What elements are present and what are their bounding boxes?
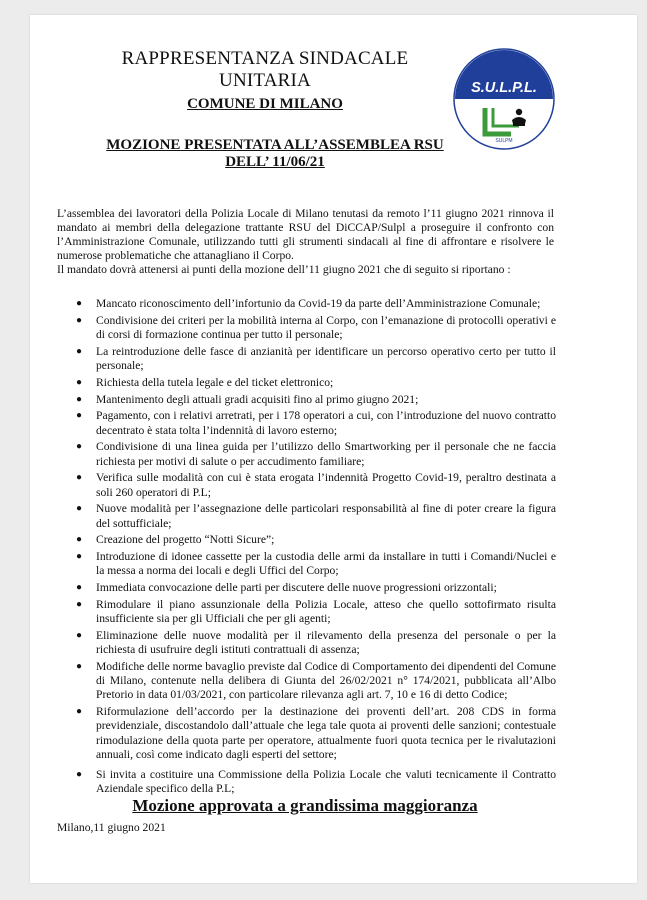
list-item — [75, 502, 556, 530]
list-item-text: Riformulazione dell’accordo per la destinazione dei proventi dell’art. 208 CDS in forma previdenziale, discostandolo dall’attuale che lega tale quota ai proventi delle sanzioni; contestuale rimodulazione della quota parte per operatore, attualmente fuori quota tecnica per le rivalutazioni annuali, così come indicato dagli esperti del settore; — [96, 705, 556, 761]
list-item-text: Verifica sulle modalità con cui è stata erogata l’indennità Progetto Covid-19, peraltro destinata a soli 260 operatori di P.L; — [96, 471, 556, 499]
list-item-text: Nuove modalità per l’assegnazione delle particolari responsabilità al fine di poter creare la figura del sottufficiale; — [96, 502, 556, 530]
mozione-title — [40, 137, 513, 171]
list-item-text: Condivisione di una linea guida per l’utilizzo dello Smartworking per il personale che ne faccia richiesta per motivi di salute o per accudimento familiare; — [96, 440, 556, 468]
list-item-text: Immediata convocazione delle parti per discutere delle nuove progressioni orizzontali; — [96, 581, 497, 595]
document-date: Milano,11 giugno 2021 — [57, 821, 166, 834]
bullet-icon: ● — [76, 410, 83, 422]
list-item-text: Mancato riconoscimento dell’infortunio da Covid-19 da parte dell’Amministrazione Comunale; — [96, 297, 541, 310]
bullet-icon: ● — [76, 660, 83, 672]
list-item — [75, 297, 556, 311]
bullet-icon: ● — [76, 298, 83, 309]
list-item-text: Mantenimento degli attuali gradi acquisiti fino al primo giugno 2021; — [96, 392, 419, 406]
list-item-text: Creazione del progetto “Notti Sicure”; — [96, 533, 275, 547]
sulpl-logo — [453, 48, 555, 150]
list-item — [75, 598, 556, 626]
bullet-icon: ● — [76, 551, 83, 563]
list-item — [75, 376, 556, 390]
list-item — [75, 314, 556, 342]
list-item-text: Introduzione di idonee cassette per la custodia delle armi da installare in tutti i Comandi/Nuclei e la messa a norma dei locali e degli Uffici del Corpo; — [96, 550, 556, 578]
org-subtitle: COMUNE DI MILANO — [187, 96, 343, 112]
bullet-icon: ● — [76, 582, 83, 594]
bullet-icon: ● — [76, 345, 83, 357]
list-item — [75, 660, 556, 703]
bullet-icon: ● — [76, 629, 83, 641]
list-item — [75, 581, 556, 595]
list-item-text: Rimodulare il piano assunzionale della Polizia Locale, atteso che quello sottofirmato risulta insufficiente sia per gli Ufficiali che per gli agenti; — [96, 597, 556, 626]
mozione-title-line2: DELL’ 11/06/21 — [225, 154, 325, 170]
list-item — [75, 550, 556, 578]
bullet-icon: ● — [76, 472, 83, 484]
list-item-text: Richiesta della tutela legale e del ticket elettronico; — [96, 375, 334, 389]
mandate-paragraph: Il mandato dovrà attenersi ai punti della mozione dell’11 giugno 2021 che di seguito si riportano : — [57, 263, 511, 276]
list-item-text: Si invita a costituire una Commissione della Polizia Locale che valuti tecnicamente il Contratto Aziendale specifico della P.L; — [96, 768, 556, 796]
list-item — [75, 345, 556, 373]
approval-statement: Mozione approvata a grandissima maggioranza — [132, 796, 478, 815]
org-title — [60, 48, 470, 92]
bullet-icon: ● — [76, 598, 83, 610]
list-item-text: Condivisione dei criteri per la mobilità interna al Corpo, con l’emanazione di protocolli operativi e di corsi di formazione continua per tutto il personale; — [96, 313, 556, 341]
bullet-icon: ● — [76, 376, 83, 388]
org-title-line2: UNITARIA — [219, 70, 311, 91]
list-item — [75, 533, 556, 547]
bullet-icon: ● — [76, 534, 83, 546]
list-item-text: La reintroduzione delle fasce di anzianità per identificare un percorso operativo certo per tutto il personale; — [96, 344, 556, 372]
bullet-icon: ● — [76, 503, 83, 515]
logo-small-text: SULPM — [495, 138, 513, 144]
org-title-line1: RAPPRESENTANZA SINDACALE — [121, 48, 409, 69]
intro-section — [57, 207, 554, 277]
list-item — [75, 440, 556, 468]
list-item — [75, 768, 556, 796]
list-item — [75, 471, 556, 499]
list-item — [75, 409, 556, 437]
list-item — [75, 629, 556, 657]
list-item — [75, 705, 556, 762]
bullet-icon: ● — [76, 706, 83, 718]
list-item-text: Modifiche delle norme bavaglio previste dal Codice di Comportamento dei dipendenti del Comune di Milano, contenute nella delibera di Giunta del 26/02/2021 n° 174/2021, pubblicata all’Albo Pretorio in data 01/03/2021, con particolare rilevanza agli art. 7, 10 e 16 di detto Codice; — [96, 659, 556, 702]
bullet-icon: ● — [76, 314, 83, 326]
list-item-text: Pagamento, con i relativi arretrati, per i 178 operatori a cui, con l’introduzione del nuovo contratto decentrato è stata tolta l’indennità di lavoro esterno; — [96, 409, 556, 437]
list-item-text: Eliminazione delle nuove modalità per il rilevamento della presenza del personale o per la richiesta di usufruire degli istituti contrattuali di assenza; — [96, 628, 556, 657]
bullet-icon: ● — [76, 769, 83, 780]
bullet-icon: ● — [76, 393, 83, 405]
intro-paragraph: L’assemblea dei lavoratori della Polizia Locale di Milano tenutasi da remoto l’11 giugno 2021 rinnova il mandato ai membri della delegazione trattante RSU del DiCCAP/Sulpl a proseguire il confronto con l’Amministrazione Comunale, utilizzando tutti gli strumenti sindacali al fine di affrontare e risolvere le numerose problematiche che attanagliano il Corpo. — [57, 207, 554, 262]
bullet-icon: ● — [76, 441, 83, 453]
logo-text: S.U.L.P.L. — [471, 80, 537, 96]
mozione-title-line1: MOZIONE PRESENTATA ALL’ASSEMBLEA RSU — [106, 137, 444, 153]
list-item — [75, 393, 556, 407]
mozione-points-list — [75, 297, 556, 799]
